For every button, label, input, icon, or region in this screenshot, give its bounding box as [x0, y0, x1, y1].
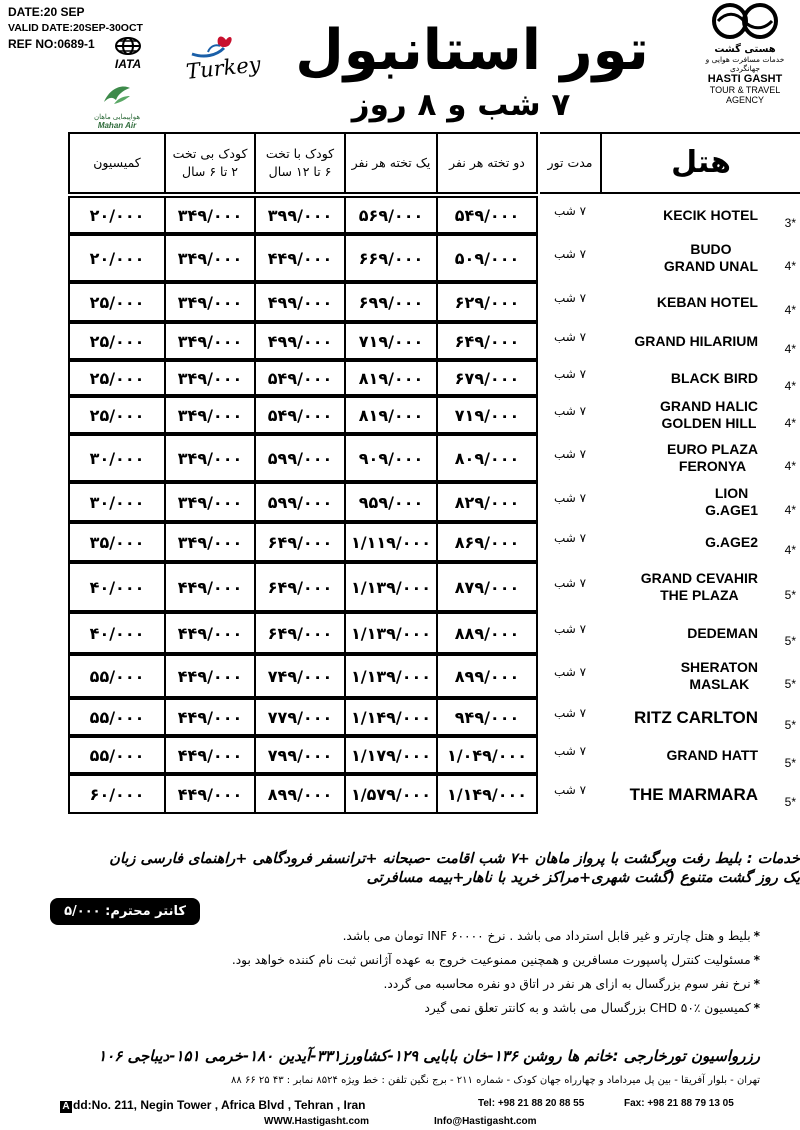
hotel-name-cell — [600, 562, 800, 612]
price-cell-double: ۸۰۹/۰۰۰ — [436, 434, 538, 482]
col-header-hotel: هتل — [600, 132, 800, 194]
valid-date-text: VALID DATE:20SEP-30OCT — [8, 22, 143, 34]
price-cell-child-bed: ۴۴۹/۰۰۰ — [254, 234, 346, 282]
duration-cell: ۷ شب — [553, 447, 587, 461]
hotel-stars: 5* — [784, 718, 796, 732]
hotel-stars: 4* — [784, 543, 796, 557]
iata-logo — [108, 36, 148, 71]
iata-label: IATA — [114, 57, 142, 71]
address-fa: تهران - بلوار آفریقا - بین پل میرداماد و چهارراه جهان کودک - شماره ۲۱۱ - برج نگین تلفن : خط ویژه ۸۵۲۴ نمابر : ۴۳ ۲۵ ۶۶ ۸۸ — [231, 1075, 760, 1086]
bullet-star-icon: * — [753, 929, 760, 943]
table-row — [0, 234, 800, 282]
price-cell-double: ۶۴۹/۰۰۰ — [436, 322, 538, 360]
price-cell-commission: ۶۰/۰۰۰ — [68, 774, 166, 814]
agency-fa-name: هستی گشت — [714, 44, 776, 55]
price-cell-commission: ۴۰/۰۰۰ — [68, 562, 166, 612]
hotel-name-cell — [600, 736, 800, 774]
note-item: *نرخ نفر سوم بزرگسال به ازای هر نفر در اتاق دو نفره محاسبه می گردد. — [383, 977, 760, 991]
hotel-name: BUDO GRAND UNAL — [663, 241, 758, 274]
price-cell-double: ۸۹۹/۰۰۰ — [436, 654, 538, 698]
hotel-name-cell — [600, 282, 800, 322]
hotel-name: GRAND CEVAHIR THE PLAZA — [640, 570, 758, 603]
price-cell-child-nobed: ۴۴۹/۰۰۰ — [164, 736, 256, 774]
duration-cell: ۷ شب — [553, 491, 587, 505]
hotel-stars: 5* — [784, 588, 796, 602]
price-cell-single: ۱/۱۱۹/۰۰۰ — [344, 522, 438, 562]
hotel-name-cell — [600, 434, 800, 482]
price-cell-commission: ۳۰/۰۰۰ — [68, 482, 166, 522]
table-row — [0, 282, 800, 322]
price-cell-commission: ۲۰/۰۰۰ — [68, 196, 166, 234]
fax: Fax: +98 21 88 79 13 05 — [624, 1098, 734, 1109]
mahan-fa-label: هواپیمایی ماهان — [93, 114, 141, 121]
duration-cell: ۷ شب — [553, 247, 587, 261]
price-cell-child-nobed: ۴۴۹/۰۰۰ — [164, 774, 256, 814]
col-header-commission: کمیسیون — [68, 132, 166, 194]
price-cell-child-nobed: ۳۴۹/۰۰۰ — [164, 396, 256, 434]
price-cell-double: ۵۰۹/۰۰۰ — [436, 234, 538, 282]
price-cell-child-bed: ۷۹۹/۰۰۰ — [254, 736, 346, 774]
hotel-name-cell — [600, 612, 800, 654]
price-cell-single: ۱/۱۴۹/۰۰۰ — [344, 698, 438, 736]
price-cell-double: ۱/۰۴۹/۰۰۰ — [436, 736, 538, 774]
address-letter-badge: A — [60, 1101, 72, 1113]
price-cell-double: ۸۷۹/۰۰۰ — [436, 562, 538, 612]
reservation-contacts: رزرواسیون تورخارجی :خانم ها روشن ۱۳۶-خان بابایی ۱۲۹-کشاورز۳۳۱-آیدین ۱۸۰-خرمی ۱۵۱-دیباجی ۱۰۶ — [98, 1047, 760, 1065]
price-cell-single: ۱/۱۷۹/۰۰۰ — [344, 736, 438, 774]
price-cell-child-nobed: ۴۴۹/۰۰۰ — [164, 612, 256, 654]
price-cell-commission: ۴۰/۰۰۰ — [68, 612, 166, 654]
col-header-child-nobed: کودک بی تخت ۲ تا ۶ سال — [164, 132, 256, 194]
mahan-bird-icon — [100, 82, 134, 108]
price-cell-child-nobed: ۳۴۹/۰۰۰ — [164, 360, 256, 396]
hotel-name: RITZ CARLTON — [633, 707, 758, 727]
hotel-name: GRAND HATT — [666, 746, 758, 763]
price-cell-commission: ۵۵/۰۰۰ — [68, 654, 166, 698]
price-cell-child-bed: ۷۴۹/۰۰۰ — [254, 654, 346, 698]
price-cell-child-bed: ۵۴۹/۰۰۰ — [254, 360, 346, 396]
price-cell-commission: ۵۵/۰۰۰ — [68, 698, 166, 736]
note-item: *کمیسیون CHD ۵۰٪ بزرگسال می باشد و به کانتر تعلق نمی گیرد — [424, 1001, 760, 1015]
hasti-gasht-logo-icon — [708, 2, 782, 40]
note-item: *بلیط و هتل چارتر و غیر قابل استرداد می باشد . نرخ INF ۶۰۰۰۰ تومان می باشد. — [342, 929, 760, 943]
price-cell-child-bed: ۵۹۹/۰۰۰ — [254, 482, 346, 522]
table-row — [0, 396, 800, 434]
duration-cell: ۷ شب — [553, 204, 587, 218]
duration-cell: ۷ شب — [553, 291, 587, 305]
price-cell-child-nobed: ۳۴۹/۰۰۰ — [164, 196, 256, 234]
table-row — [0, 612, 800, 654]
price-cell-single: ۹۵۹/۰۰۰ — [344, 482, 438, 522]
hotel-name: BLACK BIRD — [670, 369, 758, 386]
price-cell-commission: ۲۵/۰۰۰ — [68, 360, 166, 396]
ref-number-text: REF NO:0689-1 — [8, 37, 95, 51]
hotel-name: DEDEMAN — [687, 624, 758, 641]
col-header-duration: مدت تور — [540, 132, 600, 194]
hotel-name: KEBAN HOTEL — [656, 293, 758, 310]
page-subtitle: ۷ شب و ۸ روز — [351, 87, 571, 123]
bullet-star-icon: * — [753, 953, 760, 967]
price-cell-child-nobed: ۳۴۹/۰۰۰ — [164, 234, 256, 282]
price-cell-child-nobed: ۳۴۹/۰۰۰ — [164, 434, 256, 482]
table-row — [0, 654, 800, 698]
price-cell-child-nobed: ۴۴۹/۰۰۰ — [164, 654, 256, 698]
duration-cell: ۷ شب — [553, 665, 587, 679]
price-cell-commission: ۲۰/۰۰۰ — [68, 234, 166, 282]
table-row — [0, 562, 800, 612]
hotel-name: THE MARMARA — [629, 784, 758, 804]
table-row — [0, 698, 800, 736]
mahan-air-logo — [82, 82, 152, 130]
table-row — [0, 522, 800, 562]
price-cell-commission: ۲۵/۰۰۰ — [68, 282, 166, 322]
agency-fa-sub: خدمات مسافرت هوایی و جهانگردی — [705, 55, 785, 73]
hotel-stars: 4* — [784, 259, 796, 273]
price-cell-double: ۵۴۹/۰۰۰ — [436, 196, 538, 234]
table-row — [0, 322, 800, 360]
price-cell-single: ۸۱۹/۰۰۰ — [344, 360, 438, 396]
hotel-stars: 5* — [784, 677, 796, 691]
bullet-star-icon: * — [753, 1001, 760, 1015]
price-cell-commission: ۲۵/۰۰۰ — [68, 322, 166, 360]
price-cell-child-bed: ۴۹۹/۰۰۰ — [254, 282, 346, 322]
hotel-stars: 4* — [784, 503, 796, 517]
hotel-name: SHERATON MASLAK — [680, 659, 758, 692]
duration-cell: ۷ شب — [553, 404, 587, 418]
hotel-name-cell — [600, 322, 800, 360]
duration-cell: ۷ شب — [553, 744, 587, 758]
table-row — [0, 434, 800, 482]
agency-en-sub: TOUR & TRAVEL AGENCY — [709, 85, 781, 105]
price-cell-child-nobed: ۳۴۹/۰۰۰ — [164, 522, 256, 562]
price-cell-child-bed: ۳۹۹/۰۰۰ — [254, 196, 346, 234]
hotel-stars: 4* — [784, 303, 796, 317]
hotel-name: G.AGE2 — [705, 533, 758, 550]
hotel-stars: 3* — [784, 216, 796, 230]
counter-badge: کانتر محترم: ۵/۰۰۰ تومان — [50, 898, 200, 925]
duration-cell: ۷ شب — [553, 531, 587, 545]
hotel-stars: 5* — [784, 756, 796, 770]
duration-cell: ۷ شب — [553, 576, 587, 590]
agency-logo — [690, 2, 800, 105]
price-cell-double: ۹۴۹/۰۰۰ — [436, 698, 538, 736]
price-cell-single: ۶۶۹/۰۰۰ — [344, 234, 438, 282]
price-cell-single: ۷۱۹/۰۰۰ — [344, 322, 438, 360]
telephone: Tel: +98 21 88 20 88 55 — [478, 1098, 585, 1109]
price-cell-single: ۱/۱۳۹/۰۰۰ — [344, 562, 438, 612]
services-line-2: یک روز گشت متنوع (گشت شهری+مراکز خرید با ناهار+بیمه مسافرتی — [366, 870, 800, 886]
price-cell-child-bed: ۵۴۹/۰۰۰ — [254, 396, 346, 434]
hotel-name-cell — [600, 360, 800, 396]
price-cell-double: ۶۲۹/۰۰۰ — [436, 282, 538, 322]
duration-cell: ۷ شب — [553, 367, 587, 381]
price-cell-double: ۸۸۹/۰۰۰ — [436, 612, 538, 654]
mahan-en-label: Mahan Air — [97, 121, 137, 130]
turkey-logo — [182, 32, 260, 84]
hotel-name: EURO PLAZA FERONYA — [667, 441, 758, 474]
turkey-label: Turkey — [184, 52, 262, 84]
price-cell-double: ۶۷۹/۰۰۰ — [436, 360, 538, 396]
hotel-stars: 4* — [784, 342, 796, 356]
bullet-star-icon: * — [753, 977, 760, 991]
price-cell-double: ۸۶۹/۰۰۰ — [436, 522, 538, 562]
hotel-stars: 4* — [784, 459, 796, 473]
services-block — [20, 850, 800, 888]
website-link[interactable]: WWW.Hastigasht.com — [264, 1116, 370, 1127]
price-cell-child-nobed: ۳۴۹/۰۰۰ — [164, 322, 256, 360]
price-cell-single: ۱/۱۳۹/۰۰۰ — [344, 654, 438, 698]
price-cell-child-bed: ۷۷۹/۰۰۰ — [254, 698, 346, 736]
table-row — [0, 736, 800, 774]
price-cell-double: ۸۲۹/۰۰۰ — [436, 482, 538, 522]
duration-cell: ۷ شب — [553, 622, 587, 636]
table-row — [0, 774, 800, 814]
table-row — [0, 482, 800, 522]
price-cell-double: ۱/۱۴۹/۰۰۰ — [436, 774, 538, 814]
price-cell-double: ۷۱۹/۰۰۰ — [436, 396, 538, 434]
hotel-name: LION G.AGE1 — [705, 485, 758, 518]
hotel-name-cell — [600, 396, 800, 434]
hotel-name-cell — [600, 196, 800, 234]
price-cell-child-bed: ۸۹۹/۰۰۰ — [254, 774, 346, 814]
hotel-name: GRAND HALIC GOLDEN HILL — [660, 398, 758, 431]
price-cell-child-nobed: ۳۴۹/۰۰۰ — [164, 282, 256, 322]
price-cell-single: ۱/۱۳۹/۰۰۰ — [344, 612, 438, 654]
price-cell-single: ۸۱۹/۰۰۰ — [344, 396, 438, 434]
table-row — [0, 196, 800, 234]
hotel-stars: 5* — [784, 634, 796, 648]
duration-cell: ۷ شب — [553, 330, 587, 344]
price-cell-child-bed: ۴۹۹/۰۰۰ — [254, 322, 346, 360]
date-text: DATE:20 SEP — [8, 5, 85, 19]
hotel-name: GRAND HILARIUM — [634, 332, 758, 349]
col-header-double: دو تخته هر نفر — [436, 132, 538, 194]
hotel-stars: 5* — [784, 795, 796, 809]
duration-cell: ۷ شب — [553, 783, 587, 797]
col-header-single: یک تخته هر نفر — [344, 132, 438, 194]
globe-icon — [113, 36, 143, 56]
notes-list — [20, 924, 760, 1020]
price-cell-commission: ۲۵/۰۰۰ — [68, 396, 166, 434]
hotel-name-cell — [600, 482, 800, 522]
col-header-child-bed: کودک با تخت ۶ تا ۱۲ سال — [254, 132, 346, 194]
note-item: *مسئولیت کنترل پاسپورت مسافرین و همچنین ممنوعیت خروج به عهده آژانس ثبت نام کننده خواهد بود. — [231, 953, 760, 967]
price-cell-child-nobed: ۳۴۹/۰۰۰ — [164, 482, 256, 522]
hotel-name-cell — [600, 654, 800, 698]
table-row — [0, 360, 800, 396]
agency-en-name: HASTI GASHT — [707, 73, 783, 85]
duration-cell: ۷ شب — [553, 706, 587, 720]
hotel-name-cell — [600, 774, 800, 814]
email-link[interactable]: Info@Hastigasht.com — [434, 1116, 537, 1127]
services-line-1: خدمات : بلیط رفت وبرگشت با پرواز ماهان +۷ شب اقامت -صبحانه +ترانسفر فرودگاهی +راهنمای فارسی زبان — [109, 851, 800, 867]
price-cell-single: ۵۶۹/۰۰۰ — [344, 196, 438, 234]
price-cell-child-bed: ۵۹۹/۰۰۰ — [254, 434, 346, 482]
hotel-name-cell — [600, 234, 800, 282]
price-cell-child-bed: ۶۴۹/۰۰۰ — [254, 562, 346, 612]
price-cell-single: ۱/۵۷۹/۰۰۰ — [344, 774, 438, 814]
hotel-name: KECIK HOTEL — [663, 206, 758, 223]
hotel-stars: 4* — [784, 379, 796, 393]
price-cell-commission: ۳۰/۰۰۰ — [68, 434, 166, 482]
hotel-name-cell — [600, 522, 800, 562]
price-cell-child-bed: ۶۴۹/۰۰۰ — [254, 612, 346, 654]
hotel-stars: 4* — [784, 416, 796, 430]
page-title: تور استانبول — [295, 18, 649, 83]
price-cell-commission: ۳۵/۰۰۰ — [68, 522, 166, 562]
price-cell-child-nobed: ۴۴۹/۰۰۰ — [164, 698, 256, 736]
price-cell-child-nobed: ۴۴۹/۰۰۰ — [164, 562, 256, 612]
price-cell-single: ۹۰۹/۰۰۰ — [344, 434, 438, 482]
price-cell-single: ۶۹۹/۰۰۰ — [344, 282, 438, 322]
hotel-name-cell — [600, 698, 800, 736]
price-cell-child-bed: ۶۴۹/۰۰۰ — [254, 522, 346, 562]
address-en: A dd:No. 211, Negin Tower , Africa Blvd , Tehran , Iran — [60, 1098, 366, 1113]
price-cell-commission: ۵۵/۰۰۰ — [68, 736, 166, 774]
